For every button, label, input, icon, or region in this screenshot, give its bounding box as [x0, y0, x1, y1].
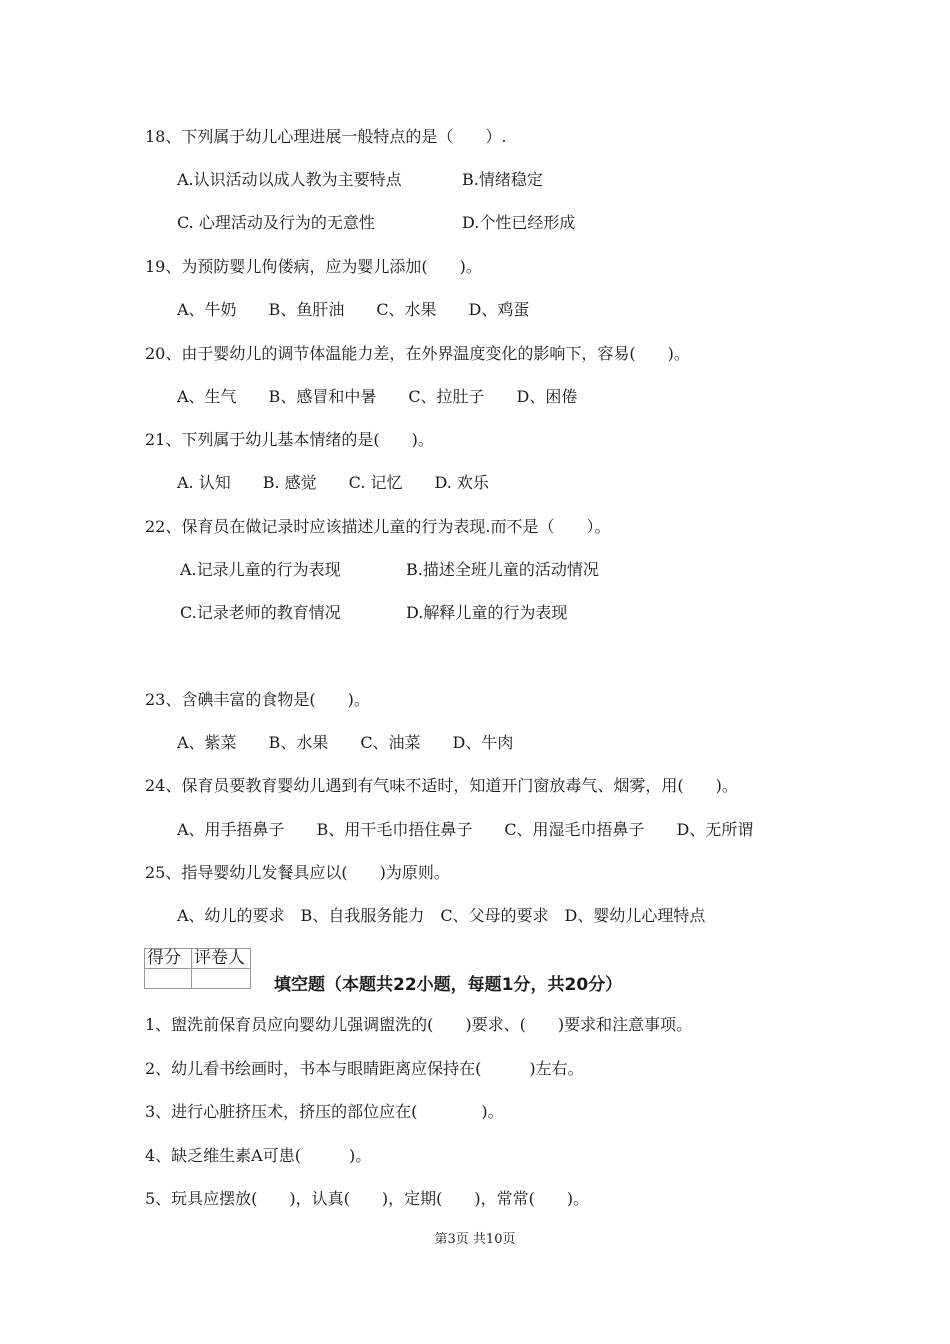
fill-question-3: 3、进行心脏挤压术，挤压的部位应在( )。	[145, 1102, 504, 1121]
option-18-c: C. 心理活动及行为的无意性	[177, 213, 375, 232]
grader-cell	[192, 969, 251, 989]
question-18: 18、下列属于幼儿心理进展一般特点的是（ ）.	[145, 127, 507, 146]
score-table	[144, 948, 251, 989]
option-18-b: B.情绪稳定	[462, 170, 543, 189]
score-header: 得分	[145, 949, 192, 969]
question-24: 24、保育员要教育婴幼儿遇到有气味不适时，知道开门窗放毒气、烟雾，用( )。	[145, 776, 738, 795]
option-22-a: A.记录儿童的行为表现	[180, 560, 341, 579]
fill-question-1: 1、盥洗前保育员应向婴幼儿强调盥洗的( )要求、( )要求和注意事项。	[145, 1015, 693, 1034]
option-22-c: C.记录老师的教育情况	[180, 603, 341, 622]
question-19: 19、为预防婴儿佝偻病，应为婴儿添加( )。	[145, 257, 482, 276]
fill-question-5: 5、玩具应摆放( )，认真( )，定期( )，常常( )。	[145, 1189, 590, 1208]
option-22-b: B.描述全班儿童的活动情况	[406, 560, 599, 579]
question-20: 20、由于婴幼儿的调节体温能力差，在外界温度变化的影响下，容易( )。	[145, 344, 690, 363]
fill-question-4: 4、缺乏维生素A可患( )。	[145, 1146, 372, 1165]
question-23: 23、含碘丰富的食物是( )。	[145, 690, 370, 709]
options-20: A、生气 B、感冒和中暑 C、拉肚子 D、困倦	[177, 387, 578, 406]
question-22: 22、保育员在做记录时应该描述儿童的行为表现.而不是（ ）。	[145, 517, 611, 536]
option-22-d: D.解释儿童的行为表现	[406, 603, 568, 622]
score-cell	[145, 969, 192, 989]
grader-header: 评卷人	[192, 949, 251, 969]
question-21: 21、下列属于幼儿基本情绪的是( )。	[145, 430, 434, 449]
options-23: A、紫菜 B、水果 C、油菜 D、牛肉	[177, 733, 514, 752]
question-25: 25、指导婴幼儿发餐具应以( )为原则。	[145, 863, 450, 882]
options-25: A、幼儿的要求 B、自我服务能力 C、父母的要求 D、婴幼儿心理特点	[177, 906, 706, 925]
section-title: 填空题（本题共22小题，每题1分，共20分）	[274, 975, 623, 995]
options-21: A. 认知 B. 感觉 C. 记忆 D. 欢乐	[177, 473, 489, 492]
option-18-a: A.认识活动以成人教为主要特点	[177, 170, 402, 189]
page-footer: 第3页 共10页	[434, 1232, 516, 1247]
options-19: A、牛奶 B、鱼肝油 C、水果 D、鸡蛋	[177, 300, 530, 319]
options-24: A、用手捂鼻子 B、用干毛巾捂住鼻子 C、用湿毛巾捂鼻子 D、无所谓	[177, 820, 754, 839]
fill-question-2: 2、幼儿看书绘画时，书本与眼睛距离应保持在( )左右。	[145, 1059, 584, 1078]
option-18-d: D.个性已经形成	[462, 213, 576, 232]
